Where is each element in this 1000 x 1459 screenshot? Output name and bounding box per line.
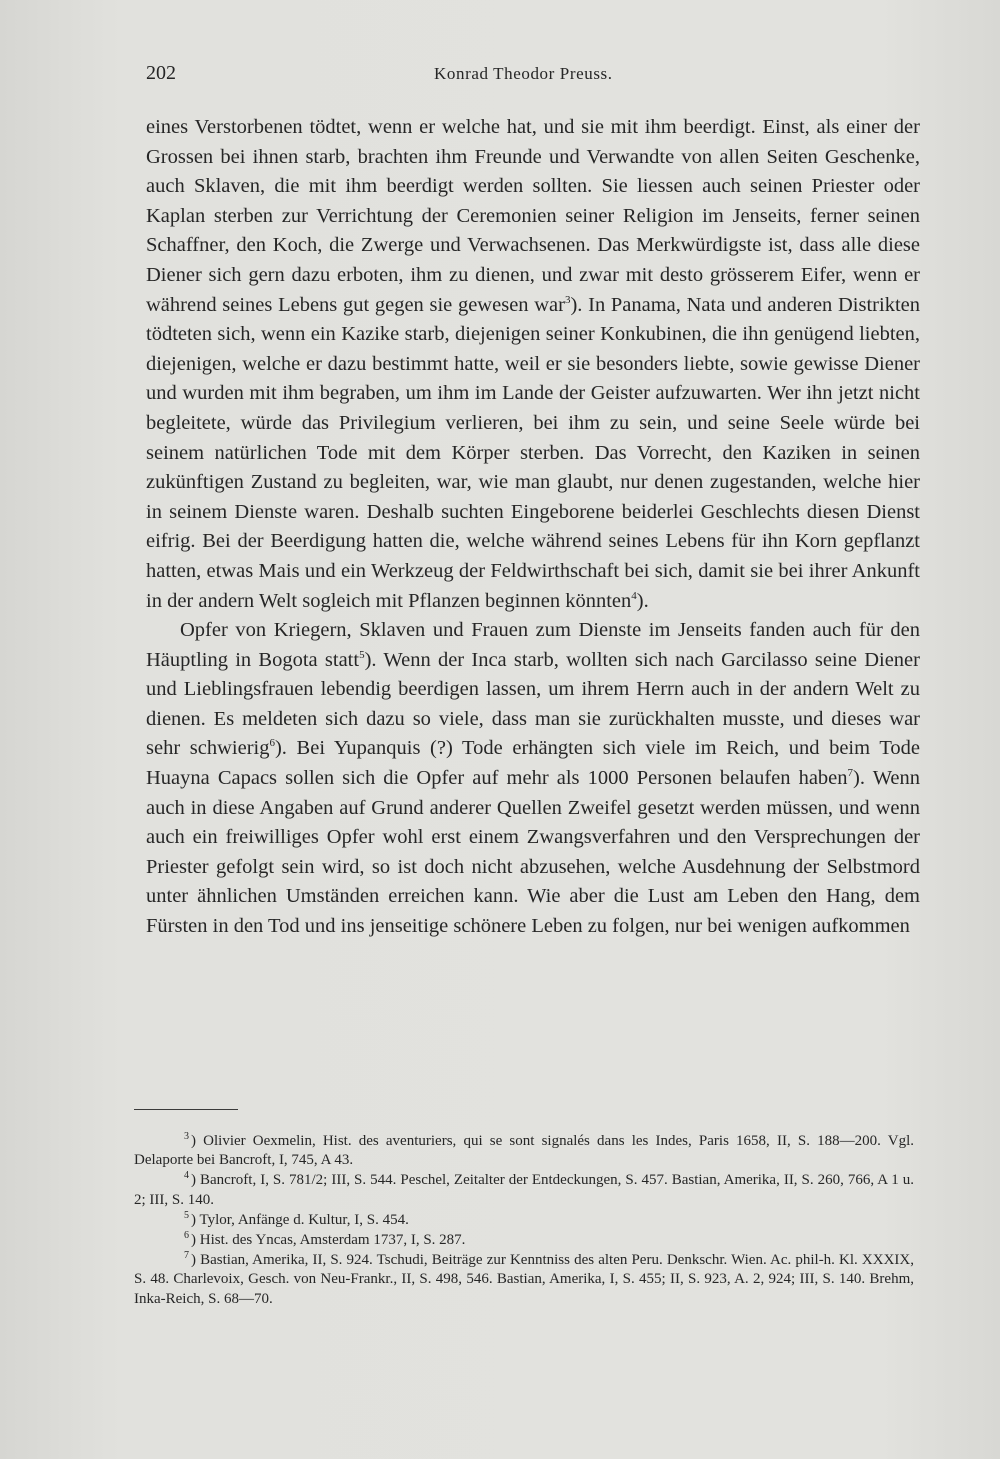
footnotes — [134, 1132, 914, 1310]
footnote-text: ) Bancroft, I, S. 781/2; III, S. 544. Peschel, Zeitalter der Entdeckungen, S. 457. Bastian, Amerika, II, S. 260, 766, A 1 u. 2; III, S. 140. — [134, 1172, 914, 1208]
footnote-number: 7 — [184, 1250, 189, 1262]
paragraph-1-text-c: ). — [636, 589, 649, 612]
footnote-ref-4: 4 — [631, 589, 637, 602]
footnote-number: 5 — [184, 1209, 189, 1221]
paragraph-2-text-c: ). Bei Yupanquis (?) Tode erhängten sich viele im Reich, und beim Tode Huayna Capacs sollen sich die Opfer auf mehr als 1000 Personen belaufen haben — [146, 737, 921, 790]
running-head: Konrad Theodor Preuss. — [434, 64, 613, 83]
paragraph-1 — [146, 113, 920, 616]
paragraph-2-text-b: ). Wenn der Inca starb, wollten sich nach Garcilasso seine Diener und Lieblingsfrauen lebendig beerdigen lassen, um ihrem Herrn auch in der andern Welt zu dienen. Es meldeten sich dazu so viele, dass man sie zurückhalten musste, und dieses war sehr schwierig — [146, 648, 920, 760]
footnote-ref-5: 5 — [359, 648, 365, 661]
footnote-ref-6: 6 — [269, 737, 275, 750]
footnote-6 — [134, 1231, 914, 1250]
footnote-text: ) Bastian, Amerika, II, S. 924. Tschudi, Beiträge zur Kenntniss des alten Peru. Denkschr. Wien. Ac. phil-h. Kl. XXXIX, S. 48. Charlevoix, Gesch. von Neu-Frankr., II, S. 498, 546. Bastian, Amerika, I, S. 455; II, S. 923, A. 2, 924; III, S. 140. Brehm, Inka-Reich, S. 68—70. — [134, 1252, 914, 1307]
paragraph-2-text-d: ). Wenn auch in diese Angaben auf Grund anderer Quellen Zweifel gesetzt werden müssen, und wenn auch ein freiwilliges Opfer wohl erst einem Zwangsverfahren und den Versprechungen der Priester gefolgt sein wird, so ist doch nicht abzusehen, welche Ausdehnung der Selbstmord unter ähnlichen Umständen erreichen kann. Wie aber die Lust am Leben den Hang, dem Fürsten in den Tod und ins jenseitige schönere Leben zu folgen, nur bei wenigen aufkommen — [146, 767, 921, 938]
footnote-4 — [134, 1171, 914, 1209]
footnote-3 — [134, 1132, 914, 1170]
page-header — [146, 62, 914, 92]
paragraph-1-text-a: eines Verstorbenen tödtet, wenn er welche hat, und sie mit ihm beerdigt. Einst, als einer der Grossen bei ihnen starb, brachten ihm Freunde und Verwandte von allen Seiten Geschenke, auch Sklaven, die mit ihm beerdigt werden sollten. Sie liessen auch seinen Priester oder Kaplan sterben zur Verrichtung der Ceremonien seiner Religion im Jenseits, ferner seinen Schaffner, den Koch, die Zwerge und Verwachsenen. Das Merkwürdigste ist, dass alle diese Diener sich gern dazu erboten, ihm zu dienen, und zwar mit desto grösserem Eifer, wenn er während seines Lebens gut gegen sie gewesen war — [146, 116, 920, 316]
footnote-number: 3 — [184, 1131, 189, 1142]
footnote-text: ) Olivier Oexmelin, Hist. des aventuriers, qui se sont signalés dans les Indes, Paris 1658, II, S. 188—200. Vgl. Delaporte bei Bancroft, I, 745, A 43. — [134, 1133, 914, 1169]
paragraph-2-text-a: Opfer von Kriegern, Sklaven und Frauen zum Dienste im Jenseits fanden auch für den Häuptling in Bogota statt — [146, 619, 920, 671]
footnote-ref-3: 3 — [564, 293, 571, 306]
body-text — [146, 113, 920, 942]
footnote-7 — [134, 1251, 914, 1309]
footnote-5 — [134, 1211, 914, 1230]
footnote-ref-7: 7 — [847, 767, 854, 780]
footnote-separator — [134, 1109, 238, 1110]
footnote-text: ) Tylor, Anfänge d. Kultur, I, S. 454. — [191, 1211, 409, 1228]
footnote-text: ) Hist. des Yncas, Amsterdam 1737, I, S. 287. — [191, 1232, 466, 1249]
paragraph-1-text-b: ). In Panama, Nata und anderen Distrikten tödteten sich, wenn ein Kazike starb, diejenigen seiner Konkubinen, die ihn genügend liebten, diejenigen, welche er dazu bestimmt hatte, weil er sie besonders liebte, sowie gewisse Diener und wurden mit ihm begraben, um ihm im Lande der Geister aufzuwarten. Wer ihn jetzt nicht begleitete, würde das Privilegium verlieren, bei ihm zu sein, und seine Seele würde bei seinem natürlichen Tode mit dem Körper sterben. Das Vorrecht, den Kaziken in seinen zukünftigen Zustand zu begleiten, war, wie man glaubt, nur denen zugestanden, welche hier in seinem Dienste waren. Deshalb suchten Eingeborene beiderlei Geschlechts diesen Dienst eifrig. Bei der Beerdigung hatten die, welche während seines Lebens für ihn Korn gepflanzt hatten, etwas Mais und ein Werkzeug der Feldwirthschaft bei sich, damit sie bei ihrer Ankunft in der andern Welt sogleich mit Pflanzen beginnen könnten — [146, 293, 920, 612]
page-number: 202 — [146, 62, 176, 84]
footnote-number: 4 — [184, 1170, 189, 1182]
paragraph-2 — [146, 616, 920, 942]
footnote-number: 6 — [184, 1230, 189, 1242]
